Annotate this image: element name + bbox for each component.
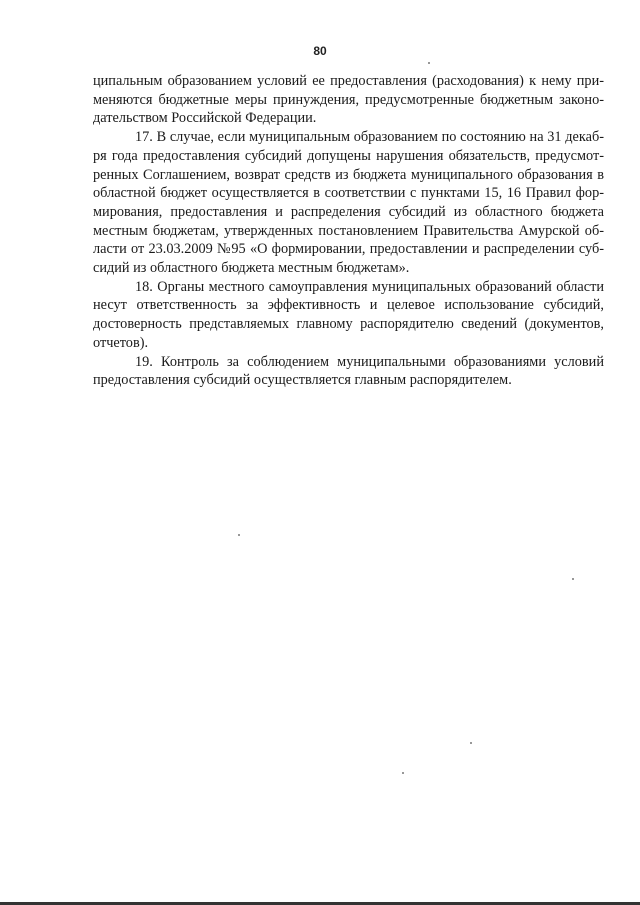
scan-speck bbox=[238, 534, 240, 536]
document-body bbox=[93, 72, 604, 390]
paragraph-continuation: ципальным образованием условий ее предоставления (расходования) к нему применяются бюджетные меры принуждения, предусмотренные бюджетным законодательством Российской Федерации. bbox=[93, 73, 604, 127]
paragraph-18: 18. Органы местного самоуправления муниципальных образований области несут ответственность за эффективность и целевое использование субсидий, достоверность представляемых главному распорядителю сведений (документов, отчетов). bbox=[93, 278, 604, 351]
paragraph-19: 19. Контроль за соблюдением муниципальными образованиями условий предоставления субсидий осуществляется главным распорядителем. bbox=[93, 353, 604, 389]
scan-speck bbox=[428, 62, 430, 64]
scan-speck bbox=[402, 772, 404, 774]
paragraph-17: 17. В случае, если муниципальным образованием по состоянию на 31 декабря года предоставления субсидий допущены нарушения обязательств, предусмотренных Соглашением, возврат средств из бюджета муниципального образования в областной бюджет осуществляется в соответствии с пунктами 15, 16 Правил формирования, предоставления и распределения субсидий из областного бюджета местным бюджетам, утвержденных постановлением Правительства Амурской области от 23.03.2009 №95 «О формировании, предоставлении и распределении субсидий из областного бюджета местным бюджетам». bbox=[93, 129, 604, 277]
scan-speck bbox=[470, 742, 472, 744]
scan-speck bbox=[572, 578, 574, 580]
page-number: 80 bbox=[313, 44, 327, 58]
